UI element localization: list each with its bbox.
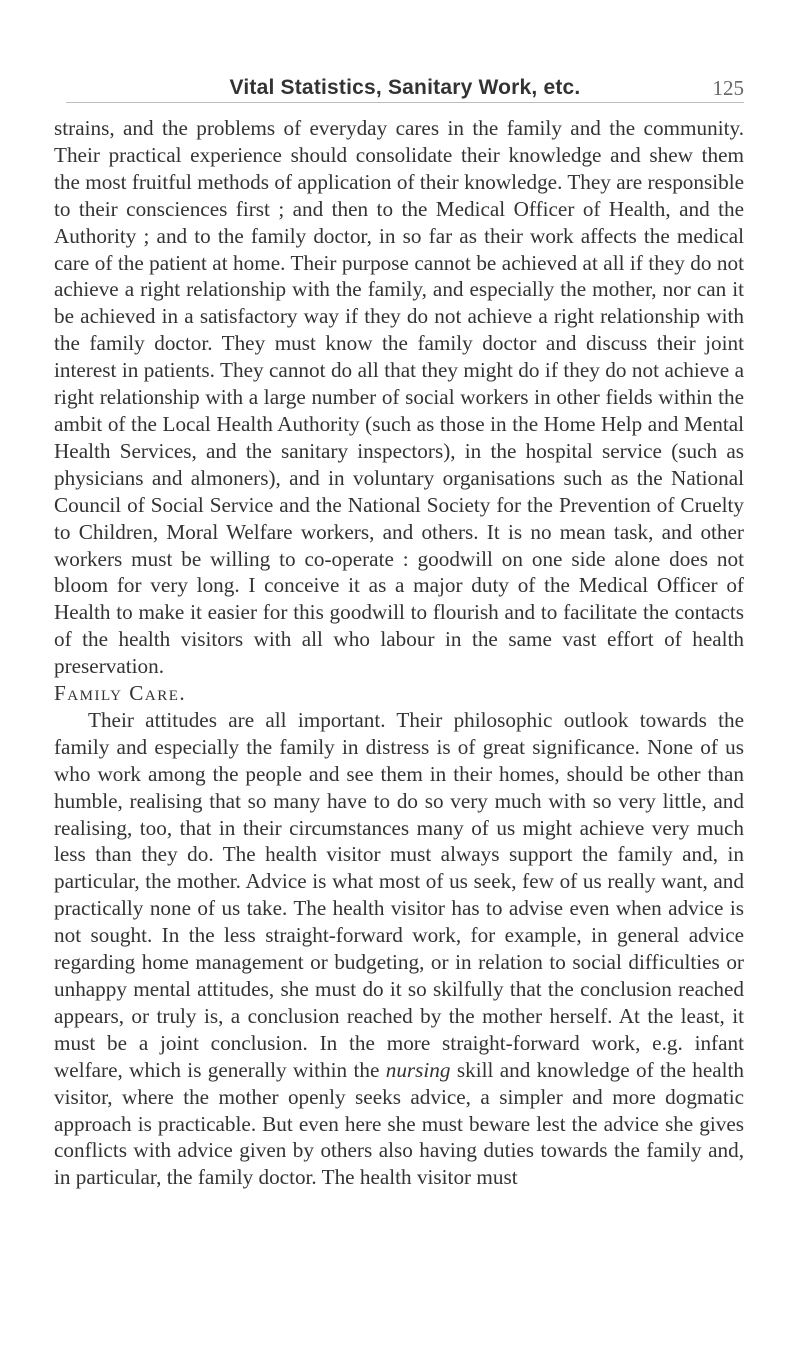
page-number: 125 — [712, 76, 744, 100]
paragraph-text-after-italic: skill and knowledge of the health visitor, where the mother openly seeks advice, a simpler and more dogmatic approach is practicable. But even here she must beware lest the advice she gives conflicts with advice given by others also having duties towards the family and, in particular, the family doctor. The health visitor must — [54, 1057, 745, 1190]
running-header — [66, 0, 744, 103]
italic-term: nursing — [385, 1057, 451, 1082]
section-heading: Family Care. — [54, 681, 187, 706]
running-title: Vital Statistics, Sanitary Work, etc. — [229, 76, 581, 99]
paragraph-family-care — [54, 707, 744, 1191]
body-text — [54, 115, 744, 1191]
paragraph-continued: strains, and the problems of everyday cares in the family and the community. Their practical experience should consolidate their knowledge and shew them the most fruitful methods of application of their knowledge. They are responsible to their consciences first ; and then to the Medical Officer of Health, and the Authority ; and to the family doctor, in so far as their work affects the medical care of the patient at home. Their purpose cannot be achieved at all if they do not achieve a right relationship with the family, and especially the mother, nor can it be achieved in a satisfactory way if they do not achieve a right relationship with the family doctor. They must know the family doctor and discuss their joint interest in patients. They cannot do all that they might do if they do not achieve a right relationship with a large number of social workers in other fields within the ambit of the Local Health Authority (such as those in the Home Help and Mental Health Services, and the sanitary inspectors), in the hospital service (such as physicians and almoners), and in voluntary organisations such as the National Council of Social Service and the National Society for the Prevention of Cruelty to Children, Moral Welfare workers, and others. It is no mean task, and other workers must be willing to co-operate : goodwill on one side alone does not bloom for very long. I conceive it as a major duty of the Medical Officer of Health to make it easier for this goodwill to flourish and to facilitate the contacts of the health visitors with all who labour in the same vast effort of health preservation. — [54, 116, 744, 679]
paragraph-text-before-italic: Their attitudes are all important. Their philosophic outlook towards the family and especially the family in distress is of great significance. None of us who work among the people and see them in their homes, should be other than humble, realising that so many have to do so very much with so very little, and realising, too, that in their circumstances many of us might achieve very much less than they do. The health visitor must always support the family and, in particular, the mother. Advice is what most of us seek, few of us really want, and practically none of us take. The health visitor has to advise even when advice is not sought. In the less straight-forward work, for example, in general advice regarding home management or budgeting, or in relation to social difficulties or unhappy mental attitudes, she must do it so skilfully that the conclusion reached appears, or truly is, a conclusion reached by the mother herself. At the least, it must be a joint conclusion. In the more straight-forward work, e.g. infant welfare, which is generally within the — [54, 707, 744, 1082]
